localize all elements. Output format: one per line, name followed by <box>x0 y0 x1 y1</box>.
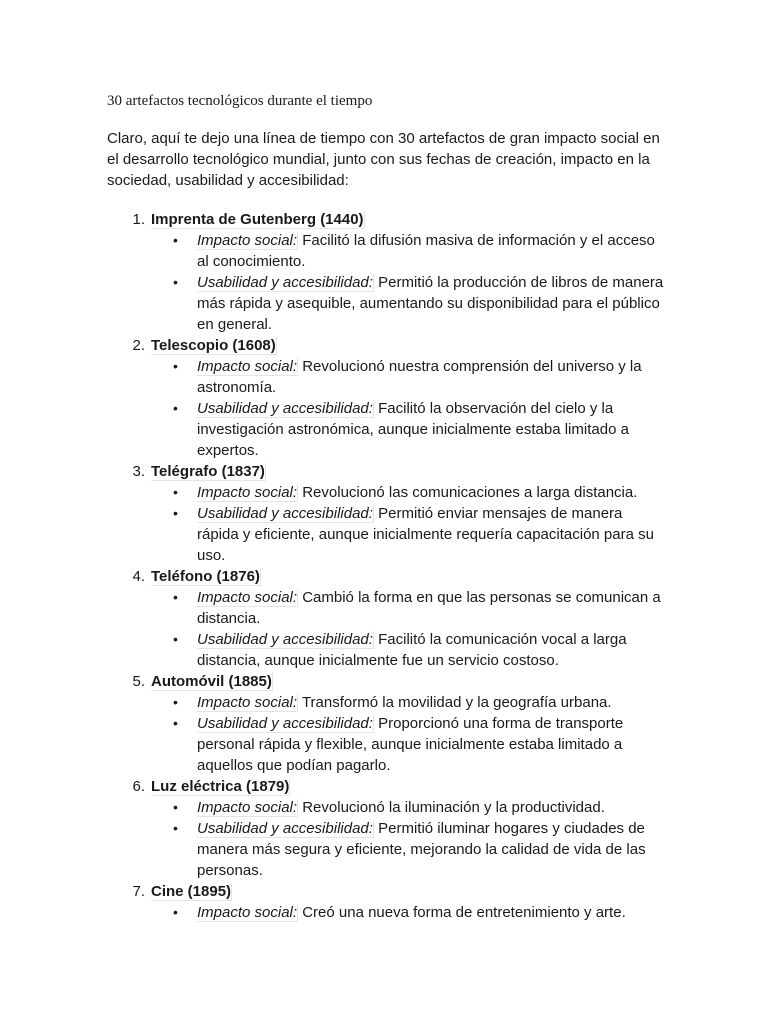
list-item <box>107 566 667 671</box>
bullet-text: Facilitó la difusión masiva de información y el acceso al conocimiento. <box>197 232 655 270</box>
bullet-label: Impacto social: <box>197 232 298 249</box>
item-title: Teléfono (1876) <box>151 568 260 585</box>
bullet-text: Revolucionó nuestra comprensión del universo y la astronomía. <box>197 358 642 396</box>
bullet-icon: • <box>173 820 178 836</box>
list-item <box>107 671 667 776</box>
item-number: 3. <box>132 463 145 480</box>
bullet-item <box>107 587 667 629</box>
item-title: Telégrafo (1837) <box>151 463 265 480</box>
list-item <box>107 881 667 923</box>
bullet-label: Usabilidad y accesibilidad: <box>197 820 373 837</box>
item-title: Telescopio (1608) <box>151 337 276 354</box>
bullet-text: Facilitó la comunicación vocal a larga distancia, aunque inicialmente fue un servicio costoso. <box>197 631 627 669</box>
bullet-text: Revolucionó las comunicaciones a larga distancia. <box>298 484 638 501</box>
item-title: Cine (1895) <box>151 883 232 900</box>
item-number: 7. <box>132 883 145 900</box>
bullet-text: Facilitó la observación del cielo y la investigación astronómica, aunque inicialmente estaba limitado a expertos. <box>197 400 629 459</box>
bullet-label: Usabilidad y accesibilidad: <box>197 274 373 291</box>
bullet-item <box>107 818 667 881</box>
item-heading <box>107 209 667 230</box>
bullet-item <box>107 713 667 776</box>
bullet-icon: • <box>173 400 178 416</box>
item-heading <box>107 881 667 902</box>
bullet-label: Usabilidad y accesibilidad: <box>197 631 373 648</box>
bullet-label: Usabilidad y accesibilidad: <box>197 400 373 417</box>
item-number: 6. <box>132 778 145 795</box>
list-item <box>107 776 667 881</box>
bullet-item <box>107 398 667 461</box>
item-heading <box>107 566 667 587</box>
bullet-item <box>107 356 667 398</box>
bullet-item <box>107 797 667 818</box>
bullet-text: Cambió la forma en que las personas se comunican a distancia. <box>197 589 661 627</box>
bullet-icon: • <box>173 484 178 500</box>
document-title: 30 artefactos tecnológicos durante el tiempo <box>107 93 373 109</box>
bullet-item <box>107 272 667 335</box>
item-title: Automóvil (1885) <box>151 673 272 690</box>
bullet-icon: • <box>173 358 178 374</box>
bullet-item <box>107 503 667 566</box>
item-heading <box>107 461 667 482</box>
bullet-icon: • <box>173 631 178 647</box>
timeline-list <box>107 209 667 923</box>
bullet-label: Impacto social: <box>197 484 298 501</box>
bullet-label: Usabilidad y accesibilidad: <box>197 715 373 732</box>
bullet-item <box>107 482 667 503</box>
item-heading <box>107 776 667 797</box>
item-heading <box>107 335 667 356</box>
item-title: Luz eléctrica (1879) <box>151 778 290 795</box>
bullet-text: Permitió enviar mensajes de manera rápida y eficiente, aunque inicialmente requería capacitación para su uso. <box>197 505 654 564</box>
bullet-icon: • <box>173 715 178 731</box>
bullet-text: Permitió la producción de libros de manera más rápida y asequible, aumentando su disponibilidad para el público en general. <box>197 274 664 333</box>
bullet-label: Impacto social: <box>197 799 298 816</box>
bullet-icon: • <box>173 505 178 521</box>
bullet-text: Proporcionó una forma de transporte personal rápida y flexible, aunque inicialmente estaba limitado a aquellos que podían pagarlo. <box>197 715 624 774</box>
bullet-label: Impacto social: <box>197 358 298 375</box>
bullet-label: Usabilidad y accesibilidad: <box>197 505 373 522</box>
bullet-text: Permitió iluminar hogares y ciudades de manera más segura y eficiente, mejorando la calidad de vida de las personas. <box>197 820 646 879</box>
bullet-icon: • <box>173 274 178 290</box>
bullet-text: Creó una nueva forma de entretenimiento y arte. <box>298 904 626 921</box>
bullet-icon: • <box>173 694 178 710</box>
item-number: 4. <box>132 568 145 585</box>
item-number: 2. <box>132 337 145 354</box>
list-item <box>107 209 667 335</box>
item-number: 5. <box>132 673 145 690</box>
bullet-item <box>107 902 667 923</box>
bullet-icon: • <box>173 799 178 815</box>
bullet-label: Impacto social: <box>197 904 298 921</box>
bullet-icon: • <box>173 232 178 248</box>
list-item <box>107 461 667 566</box>
item-title: Imprenta de Gutenberg (1440) <box>151 211 364 228</box>
item-heading <box>107 671 667 692</box>
bullet-item <box>107 230 667 272</box>
intro-paragraph: Claro, aquí te dejo una línea de tiempo con 30 artefactos de gran impacto social en el desarrollo tecnológico mundial, junto con sus fechas de creación, impacto en la sociedad, usabilidad y accesibilidad: <box>107 130 660 189</box>
bullet-text: Revolucionó la iluminación y la productividad. <box>298 799 605 816</box>
bullet-label: Impacto social: <box>197 589 298 606</box>
bullet-text: Transformó la movilidad y la geografía urbana. <box>298 694 612 711</box>
bullet-icon: • <box>173 589 178 605</box>
list-item <box>107 335 667 461</box>
item-number: 1. <box>132 211 145 228</box>
bullet-item <box>107 692 667 713</box>
bullet-label: Impacto social: <box>197 694 298 711</box>
bullet-icon: • <box>173 904 178 920</box>
bullet-item <box>107 629 667 671</box>
